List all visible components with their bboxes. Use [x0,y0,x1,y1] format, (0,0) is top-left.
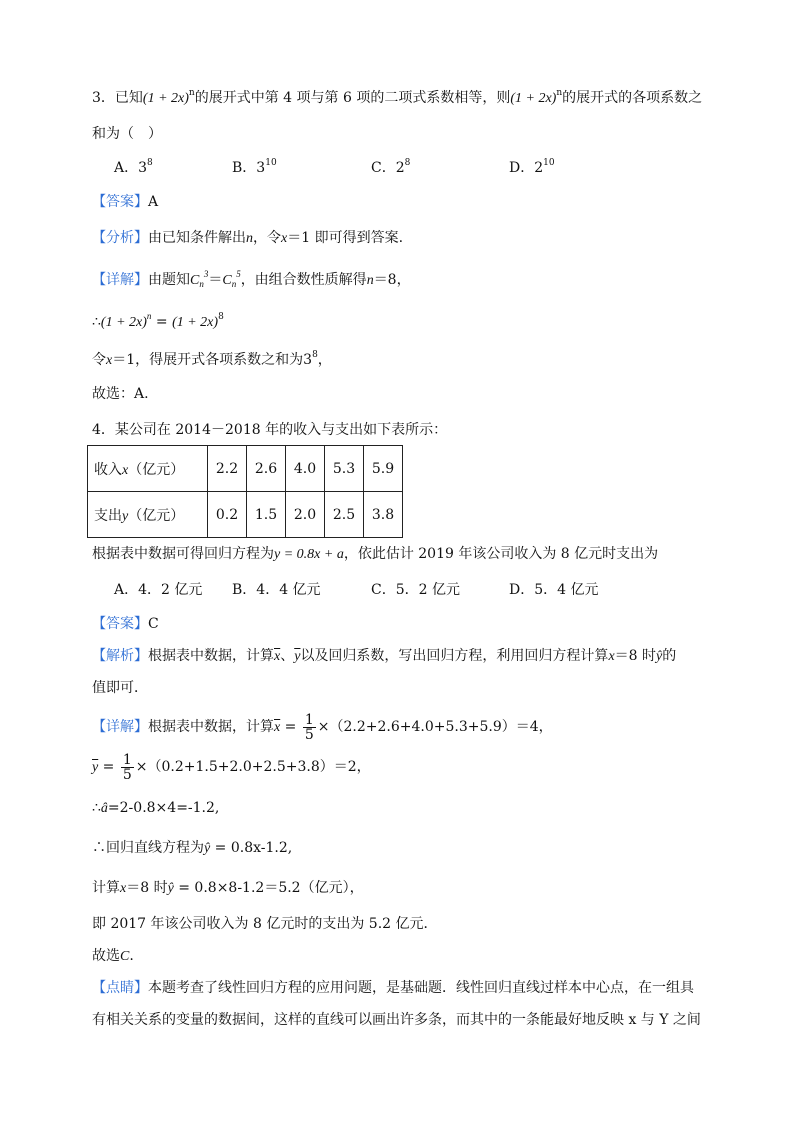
q4-comment-line1: 【点睛】本题考查了线性回归方程的应用问题，是基础题．线性回归直线过样本中心点，在一组具 [92,980,694,996]
regression-equation: y = 0.8x + a [274,547,344,562]
cell: 2.5 [325,492,364,538]
fraction-one-fifth: $\frac{1}{5}$ [304,711,314,743]
cell: 4.0 [286,446,325,492]
q4-number: 4． [92,422,115,438]
q3-expansion: ∴(1 + $2x)^n = (1 + 2x)^8$ [92,311,224,330]
q4-option-c: C．5．2 亿元 [371,582,460,598]
row-head-expense: 支出y（亿元） [88,492,208,538]
table-row [88,446,403,492]
q4-ahat: ∴â=2-0.8×4=-1.2, [92,800,220,816]
combination-c5: $C_n^5$ [222,269,241,289]
q3-option-a: A．$3^8$ [114,158,153,176]
q3-analysis: 【分析】由已知条件解出n，令x＝1 即可得到答案. [92,230,404,246]
q4-calc: 计算x＝8 时ŷ = 0.8×8-1.2＝5.2（亿元）， [92,880,364,896]
q3-choose: 故选：A. [92,386,149,402]
detail-tag: 【详解】 [92,719,148,735]
cell: 2.0 [286,492,325,538]
detail-tag: 【详解】 [92,272,148,288]
q4-regression-line: ∴回归直线方程为ŷ = 0.8x-1.2, [92,840,293,856]
q4-choose: 故选C. [92,948,134,964]
q4-analysis-line1: 【解析】根据表中数据，计算$\overline{x}$、$\overline{y}$以及回归系数，写出回归方程，利用回归方程计算x＝8 时ŷ的 [92,648,677,664]
fraction-one-fifth: $\frac{1}{5}$ [122,751,132,783]
row-head-income: 收入x（亿元） [88,446,208,492]
comment-tag: 【点睛】 [92,980,148,996]
cell: 5.3 [325,446,364,492]
q3-sum: 令x＝1，得展开式各项系数之和为$3^8$， [92,350,332,368]
q4-stem2: 根据表中数据可得回归方程为y = 0.8x + a，依此估计 2019 年该公司收入为 8 亿元时支出为 [92,546,659,562]
cell: 5.9 [364,446,403,492]
q4-option-b: B．4．4 亿元 [232,582,321,598]
binomial-expr: (1 + 2x) [510,91,557,106]
table-row [88,492,403,538]
q3-stem-line2: 和为（ ） [92,126,162,142]
answer-tag: 【答案】 [92,616,148,632]
q4-conclusion: 即 2017 年该公司收入为 8 亿元时的支出为 5.2 亿元． [92,916,438,932]
q3-detail: 【详解】由题知$C_n^3=C_n^5$，由组合数性质解得n＝8， [92,269,411,289]
q3-answer: 【答案】A [92,194,159,210]
q4-comment-line2: 有相关关系的变量的数据间，这样的直线可以画出许多条，而其中的一条能最好地反映 x 与 Y 之间 [92,1012,701,1028]
cell: 2.2 [208,446,247,492]
q4-detail-xbar: 【详解】根据表中数据，计算$\overline{x}$ = $\frac{1}{5}$ ×（2.2+2.6+4.0+5.3+5.9）＝4， [92,711,553,743]
q4-stem: 4．某公司在 2014－2018 年的收入与支出如下表所示： [92,422,448,438]
cell: 1.5 [247,492,286,538]
q4-answer: 【答案】C [92,616,159,632]
q3-option-d: D．$2^{10}$ [509,158,555,176]
q3-number: 3． [92,90,115,106]
cell: 3.8 [364,492,403,538]
answer-tag: 【答案】 [92,194,148,210]
q4-analysis-line2: 值即可． [92,680,148,696]
q4-option-a: A．4．2 亿元 [114,582,203,598]
analysis-tag: 【解析】 [92,648,148,664]
q3-stem-line1: 3．已知$(1 + 2x)^n$的展开式中第 4 项与第 6 项的二项式系数相等，则$(1 + 2x)^n$的展开式的各项系数之 [92,88,703,106]
q4-option-d: D．5．4 亿元 [509,582,599,598]
combination-c3: $C_n^3$ [190,269,209,289]
cell: 2.6 [247,446,286,492]
binomial-expr: (1 + 2x) [142,91,189,106]
q3-option-c: C．$2^8$ [371,158,411,176]
q4-detail-ybar: $\overline{y}$ = $\frac{1}{5}$ ×（0.2+1.5+2.0+2.5+3.8）＝2， [92,751,371,783]
q3-option-b: B．$3^{10}$ [232,158,277,176]
analysis-tag: 【分析】 [92,230,148,246]
cell: 0.2 [208,492,247,538]
income-expense-table [87,445,403,538]
